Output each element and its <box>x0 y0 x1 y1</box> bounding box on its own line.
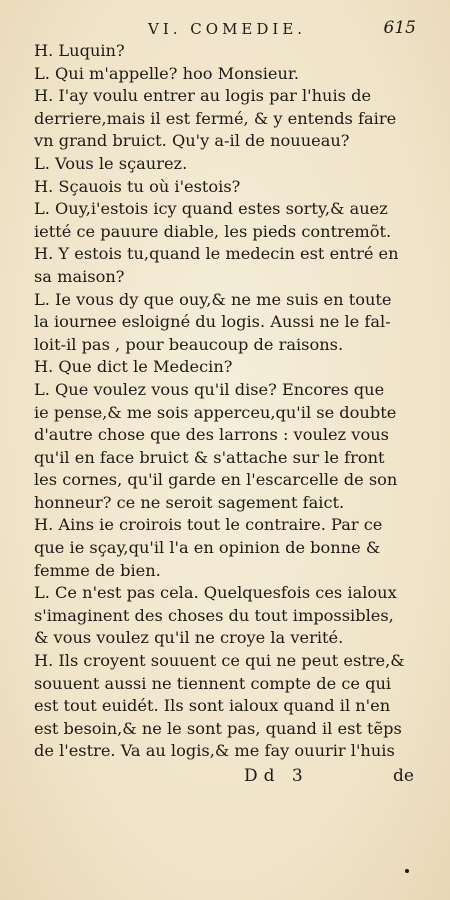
text-line: L. Qui m'appelle? hoo Monsieur. <box>34 63 299 83</box>
text-line: vn grand bruict. Qu'y a-il de nouueau? <box>34 131 350 151</box>
text-line: loit-il pas , pour beaucoup de raisons. <box>34 334 344 354</box>
text-line: H. Sçauois tu où i'estois? <box>34 176 241 196</box>
text-line: est tout euidét. Ils sont ialoux quand il n'en <box>34 696 391 716</box>
text-line: H. I'ay voulu entrer au logis par l'huis de <box>34 86 372 106</box>
text-line: L. Ce n'est pas cela. Quelquesfois ces ialoux <box>34 583 397 603</box>
text-line: qu'il en face bruict & s'attache sur le front <box>34 447 385 467</box>
signature-mark: Dd 3 <box>244 766 309 786</box>
text-line: derriere,mais il est fermé, & y entends faire <box>34 108 397 128</box>
ink-speck <box>405 869 409 873</box>
page-footer <box>0 766 450 792</box>
text-line: est besoin,& ne le sont pas, quand il est tẽps <box>34 718 402 738</box>
text-line: que ie sçay,qu'il l'a en opinion de bonne & <box>34 538 381 558</box>
text-line: H. Que dict le Medecin? <box>34 357 233 377</box>
text-line: H. Ains ie croirois tout le contraire. Par ce <box>34 515 383 535</box>
text-line: H. Luquin? <box>34 41 125 60</box>
text-line: honneur? ce ne seroit sagement faict. <box>34 492 345 512</box>
text-line: H. Ils croyent souuent ce qui ne peut estre,& <box>34 651 405 671</box>
text-line: L. Vous le sçaurez. <box>34 153 188 173</box>
running-head: VI. COMEDIE. <box>148 20 307 38</box>
text-line: les cornes, qu'il garde en l'escarcelle de son <box>34 470 398 490</box>
text-line: & vous voulez qu'il ne croye la verité. <box>34 628 344 648</box>
text-line: L. Ouy,i'estois icy quand estes sorty,& auez <box>34 199 388 219</box>
text-line: s'imaginent des choses du tout impossibles, <box>34 605 394 625</box>
page-header <box>0 16 450 40</box>
text-line: ie pense,& me sois apperceu,qu'il se doubte <box>34 402 397 422</box>
text-line: femme de bien. <box>34 560 161 580</box>
text-line: L. Ie vous dy que ouy,& ne me suis en toute <box>34 289 392 309</box>
text-line: de l'estre. Va au logis,& me fay ouurir l'huis <box>34 741 395 761</box>
text-line: sa maison? <box>34 266 125 286</box>
text-line: souuent aussi ne tiennent compte de ce qui <box>34 673 392 693</box>
dialogue-text-block <box>34 40 422 763</box>
text-line: la iournee esloigné du logis. Aussi ne le fal- <box>34 312 391 332</box>
catchword: de <box>393 766 414 786</box>
text-line: d'autre chose que des larrons : voulez vous <box>34 425 389 445</box>
text-line: H. Y estois tu,quand le medecin est entré en <box>34 244 399 264</box>
page-number: 615 <box>383 18 416 38</box>
text-line: ietté ce pauure diable, les pieds contremõt. <box>34 221 392 241</box>
text-line: L. Que voulez vous qu'il dise? Encores que <box>34 379 385 399</box>
